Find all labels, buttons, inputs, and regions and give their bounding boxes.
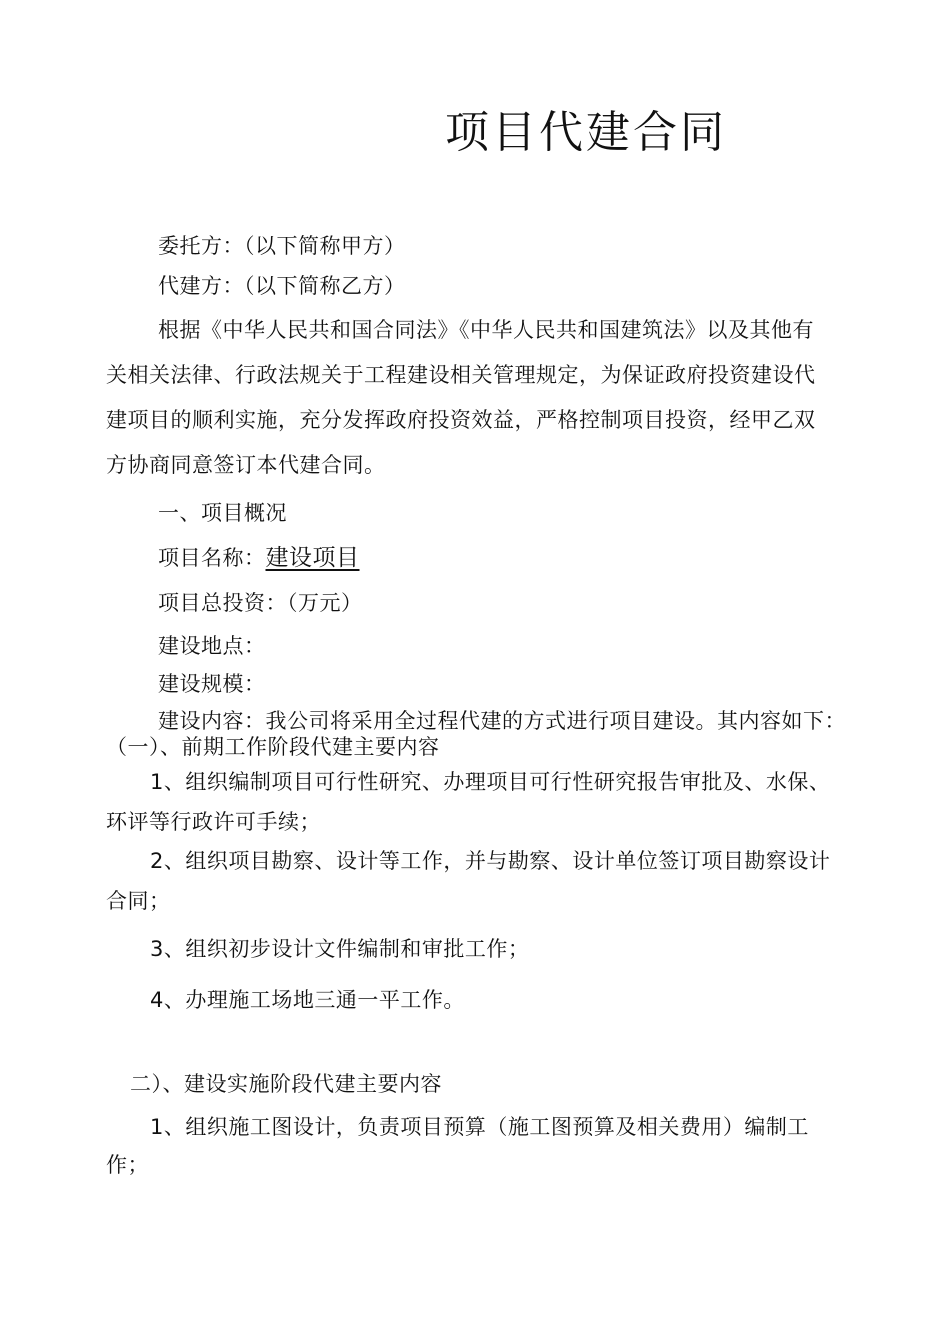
preamble-line: 关相关法律、行政法规关于工程建设相关管理规定，为保证政府投资建设代 xyxy=(106,363,816,387)
project-name-label: 项目名称： xyxy=(158,546,266,570)
list-item: 3、组织初步设计文件编制和审批工作； xyxy=(150,937,530,961)
document-title: 项目代建合同 xyxy=(445,107,727,158)
client-party: 委托方：（以下简称甲方） xyxy=(158,234,406,258)
list-item-continuation: 作； xyxy=(106,1153,149,1177)
total-investment: 项目总投资：（万元） xyxy=(158,591,363,615)
project-name-row xyxy=(158,543,360,573)
section-heading: 一、项目概况 xyxy=(158,501,287,525)
construction-scale: 建设规模： xyxy=(158,672,266,696)
list-item: 1、组织施工图设计，负责项目预算（施工图预算及相关费用）编制工 xyxy=(150,1115,809,1139)
list-item-continuation: 合同； xyxy=(106,889,171,913)
construction-location: 建设地点： xyxy=(158,634,266,658)
preamble-line: 根据《中华人民共和国合同法》《中华人民共和国建筑法》以及其他有 xyxy=(158,318,814,342)
list-item: 4、办理施工场地三通一平工作。 xyxy=(150,988,465,1012)
agent-party: 代建方：（以下简称乙方） xyxy=(158,274,406,298)
list-item-continuation: 环评等行政许可手续； xyxy=(106,810,321,834)
list-item: 1、组织编制项目可行性研究、办理项目可行性研究报告审批及、水保、 xyxy=(150,770,831,794)
subsection-heading: （一）、前期工作阶段代建主要内容 xyxy=(106,735,440,759)
subsection-heading: 二）、建设实施阶段代建主要内容 xyxy=(130,1072,442,1096)
preamble-line: 建项目的顺利实施，充分发挥政府投资效益，严格控制项目投资，经甲乙双 xyxy=(106,408,816,432)
list-item: 2、组织项目勘察、设计等工作，并与勘察、设计单位签订项目勘察设计 xyxy=(150,849,831,873)
construction-content: 建设内容：我公司将采用全过程代建的方式进行项目建设。其内容如下： xyxy=(158,709,846,733)
project-name-value: 建设项目 xyxy=(265,545,360,571)
preamble-line: 方协商同意签订本代建合同。 xyxy=(106,453,386,477)
